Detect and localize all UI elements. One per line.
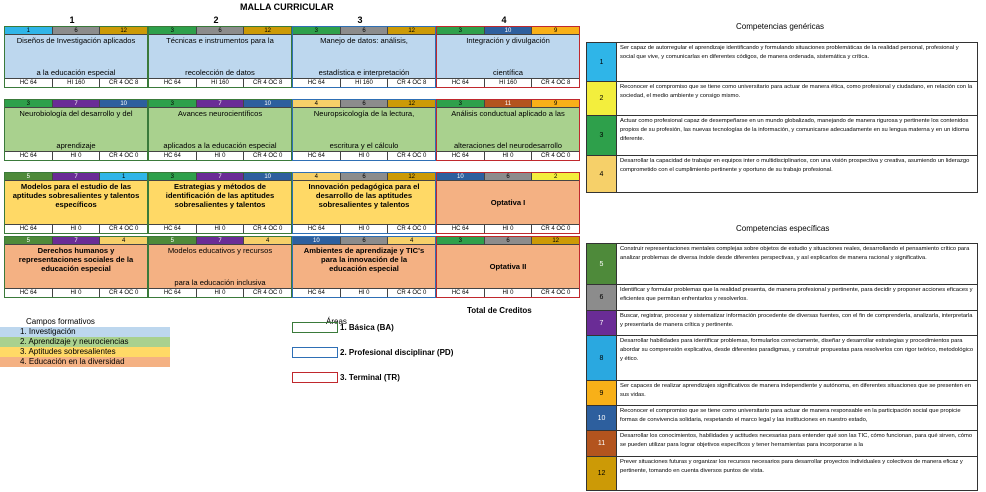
- course-hours: CR 4 OC 0: [397, 226, 427, 232]
- course-hours: CR 4 OC 0: [541, 153, 571, 159]
- competency-text: Buscar, registrar, procesar y sistematizar información procedente de diversas fuentes, con el fin de comprenderla, analizarla, interpretarla y presentarla de manera crítica y pertinente.: [620, 313, 973, 328]
- course-hours: HI 0: [341, 152, 389, 160]
- competency-chip: 10: [244, 100, 291, 108]
- course-name-line: Diseños de Investigación aplicados: [16, 36, 136, 45]
- legend-campo-item: 1. Investigación: [0, 327, 170, 337]
- course-card: [436, 26, 580, 88]
- course-hours: CR 4 OC 0: [397, 290, 427, 296]
- competency-text: Identificar y formular problemas que la realidad presenta, de manera profesional y pertinente, para decidir y proponer acciones eficaces y eficientes que permitan enfrentarlos y resolverlos.: [620, 287, 973, 302]
- course-card: [292, 26, 436, 88]
- course-name-line: Modelos para el estudio de las: [20, 182, 132, 191]
- course-name-line: sobresalientes y talentos: [318, 200, 410, 209]
- legend-campo-item: 2. Aprendizaje y neurociencias: [0, 337, 170, 347]
- course-card: [148, 172, 292, 234]
- competency-chip: 11: [485, 100, 533, 108]
- course-name-line: Estrategias y métodos de: [173, 182, 266, 191]
- competency-row: [586, 115, 978, 156]
- course-card: [148, 26, 292, 88]
- competency-row: [586, 430, 978, 457]
- course-name-line: desarrollo de las aptitudes: [315, 191, 413, 200]
- course-hours: CR 4 OC 8: [541, 80, 571, 86]
- course-hours: HC 64: [437, 225, 485, 233]
- course-card: [148, 236, 292, 298]
- course-hours: HC 64: [437, 289, 485, 297]
- competency-chip: 3: [149, 27, 197, 35]
- competency-chip: 7: [53, 237, 101, 245]
- course-hours: HC 64: [5, 225, 53, 233]
- course-name-line: aplicados a la educación especial: [163, 141, 277, 150]
- course-name-line: Neuropsicología de la lectura,: [313, 109, 415, 118]
- competency-row: [586, 81, 978, 116]
- course-hours: HC 64: [149, 152, 197, 160]
- column-number: 4: [501, 15, 507, 25]
- course-hours: HI 0: [485, 152, 533, 160]
- course-name-line: aptitudes sobresalientes y talentos: [12, 191, 140, 200]
- course-hours: HC 64: [437, 79, 485, 87]
- course-name-line: sobresalientes y talentos: [174, 200, 266, 209]
- course-hours: HI 0: [53, 152, 101, 160]
- course-hours: CR 4 OC 0: [109, 290, 139, 296]
- competency-number: 12: [587, 457, 617, 490]
- course-hours: HC 64: [149, 289, 197, 297]
- competency-chip: 1: [5, 27, 53, 35]
- course-hours: CR 4 OC 0: [541, 290, 571, 296]
- competency-number: 8: [587, 336, 617, 380]
- competency-chip: 2: [532, 173, 579, 181]
- competency-chip: 4: [388, 237, 435, 245]
- course-hours: CR 4 OC 0: [397, 153, 427, 159]
- course-hours: HC 64: [293, 79, 341, 87]
- course-hours: CR 4 OC 0: [109, 226, 139, 232]
- competency-text: Desarrollar habilidades para identificar problemas, formularlos correctamente, diseñar y desarrollar estrategias y procedimientos para abordar su comprensión explicativa, desde diferentes paradigmas, y construir propuestas para resolverlos con rigor teórico, metodológico y ético.: [620, 338, 974, 362]
- competency-chip: 7: [53, 100, 101, 108]
- competency-chip: 6: [197, 27, 245, 35]
- legend-area-label: 3. Terminal (TR): [340, 373, 400, 382]
- competency-chip: 3: [437, 27, 485, 35]
- course-name-line: educación especial: [329, 264, 399, 273]
- competency-chip: 4: [244, 237, 291, 245]
- course-hours: CR 4 OC 8: [253, 80, 283, 86]
- competency-chip: 5: [149, 237, 197, 245]
- course-name-line: Ambientes de aprendizaje y TIC's: [303, 246, 425, 255]
- competency-chip: 6: [53, 27, 101, 35]
- course-hours: CR 4 OC 0: [109, 153, 139, 159]
- course-card: [4, 236, 148, 298]
- competency-row: [586, 310, 978, 336]
- competency-chip: 6: [485, 237, 533, 245]
- legend-area-swatch: [292, 372, 338, 383]
- course-hours: HC 64: [437, 152, 485, 160]
- legend-areas-title: Áreas: [326, 317, 347, 326]
- course-card: [4, 99, 148, 161]
- course-hours: HC 64: [149, 79, 197, 87]
- course-hours: CR 4 OC 8: [109, 80, 139, 86]
- course-hours: HC 64: [5, 79, 53, 87]
- competency-chip: 3: [149, 100, 197, 108]
- competency-number: 6: [587, 285, 617, 310]
- competency-number: 11: [587, 431, 617, 456]
- competency-row: [586, 284, 978, 311]
- course-hours: CR 4 OC 0: [253, 226, 283, 232]
- course-hours: HI 160: [53, 79, 101, 87]
- course-name-line: Optativa I: [490, 198, 526, 207]
- course-card: [4, 172, 148, 234]
- course-card: [436, 99, 580, 161]
- course-name-line: Análisis conductual aplicado a las: [451, 109, 565, 118]
- competency-number: 9: [587, 381, 617, 405]
- course-hours: HI 0: [53, 289, 101, 297]
- competency-text: Desarrollar la capacidad de trabajar en equipos inter o multidisciplinarios, con una visión prospectiva y creativa, asumiendo un liderazgo comprometido con el cumplimiento pertinente y oportuno de su trabajo profesional.: [620, 158, 970, 173]
- competency-chip: 12: [244, 27, 291, 35]
- competency-chip: 10: [437, 173, 485, 181]
- course-hours: CR 4 OC 0: [541, 226, 571, 232]
- course-hours: HC 64: [293, 289, 341, 297]
- course-name-line: educación especial: [41, 264, 111, 273]
- competency-number: 4: [587, 156, 617, 192]
- column-number: 3: [357, 15, 363, 25]
- competency-text: Ser capaces de realizar aprendizajes significativos de manera independiente y autónoma, en diferentes situaciones que se presenten en sus vidas.: [620, 383, 971, 398]
- course-hours: HI 0: [197, 225, 245, 233]
- course-hours: HI 0: [485, 225, 533, 233]
- competency-text: Actuar como profesional capaz de desempeñarse en un mundo globalizado, manejando de manera rigurosa y pertinente los contenidos propios de su profesión, las nuevas tecnologías de la información, y comunicarse adecuadamente en su lengua materna y en un idioma diferente.: [620, 118, 969, 142]
- course-card: [292, 236, 436, 298]
- competency-chip: 4: [293, 100, 341, 108]
- competency-chip: 10: [485, 27, 533, 35]
- legend-area-swatch: [292, 322, 338, 333]
- competency-chip: 10: [100, 100, 147, 108]
- competency-number: 10: [587, 406, 617, 430]
- competency-row: [586, 243, 978, 285]
- course-name-line: Técnicas e instrumentos para la: [166, 36, 274, 45]
- course-name-line: alteraciones del neurodesarrollo: [453, 141, 563, 150]
- course-hours: HC 64: [5, 152, 53, 160]
- competency-chip: 6: [485, 173, 533, 181]
- competency-chip: 4: [293, 173, 341, 181]
- competency-row: [586, 380, 978, 406]
- competency-chip: 12: [388, 100, 435, 108]
- competency-row: [586, 405, 978, 431]
- course-card: [148, 99, 292, 161]
- competency-chip: 5: [5, 173, 53, 181]
- competency-number: 1: [587, 43, 617, 81]
- course-name-line: específicos: [55, 200, 97, 209]
- course-hours: CR 4 OC 0: [253, 153, 283, 159]
- competency-chip: 3: [149, 173, 197, 181]
- course-card: [292, 172, 436, 234]
- course-hours: CR 4 OC 8: [397, 80, 427, 86]
- course-name-line: recolección de datos: [185, 68, 255, 77]
- course-hours: HI 0: [485, 289, 533, 297]
- competency-chip: 7: [53, 173, 101, 181]
- competency-chip: 12: [388, 173, 435, 181]
- course-name-line: Integración y divulgación: [466, 36, 550, 45]
- especificas-title: Competencias específicas: [736, 224, 830, 233]
- competency-chip: 7: [197, 100, 245, 108]
- course-name-line: Manejo de datos: análisis,: [320, 36, 408, 45]
- competency-text: Construir representaciones mentales complejas sobre objetos de estudio y situaciones reales, desarrollando el pensamiento crítico para analizar problemas de diversa índole desde diferentes perspectivas, y así explicarlos de manera racional y significativa.: [620, 246, 970, 261]
- legend-area-swatch: [292, 347, 338, 358]
- column-number: 1: [69, 15, 75, 25]
- competency-chip: 3: [293, 27, 341, 35]
- competency-chip: 12: [532, 237, 579, 245]
- legend-campos-title: Campos formativos: [26, 317, 95, 326]
- competency-chip: 9: [532, 100, 579, 108]
- legend-campo-item: 3. Aptitudes sobresalientes: [0, 347, 170, 357]
- competency-text: Reconocer el compromiso que se tiene como universitario para actuar de manera responsable en la participación social que propicie formas de convivencia solidaria, respetando el marco legal y las instituciones en nuestro estado,: [620, 408, 961, 423]
- competency-chip: 6: [341, 27, 389, 35]
- course-hours: HI 160: [485, 79, 533, 87]
- course-card: [436, 172, 580, 234]
- course-hours: HI 0: [341, 225, 389, 233]
- course-card: [436, 236, 580, 298]
- course-hours: HC 64: [149, 225, 197, 233]
- course-hours: CR 4 OC 0: [253, 290, 283, 296]
- competency-text: Prever situaciones futuras y organizar los recursos necesarios para desarrollar proyectos individuales y colectivos de manera eficaz y pertinente, tomando en cuenta diversos puntos de vista.: [620, 459, 963, 474]
- competency-text: Desarrollar los conocimientos, habilidades y actitudes necesarias para entender qué son las TIC, cómo funcionan, para qué sirven, cómo se pueden utilizar para lograr objetivos específicos y tener herramientas para incorporarse a la: [620, 433, 973, 448]
- legend-area-label: 2. Profesional disciplinar (PD): [340, 348, 454, 357]
- competency-chip: 3: [437, 237, 485, 245]
- course-name-line: estadística e interpretación: [318, 68, 410, 77]
- course-hours: HI 0: [197, 152, 245, 160]
- course-hours: HI 160: [341, 79, 389, 87]
- competency-chip: 7: [197, 173, 245, 181]
- course-name-line: para la innovación de la: [320, 255, 408, 264]
- course-card: [292, 99, 436, 161]
- course-hours: HC 64: [293, 225, 341, 233]
- course-name-line: a la educación especial: [36, 68, 116, 77]
- competency-chip: 1: [100, 173, 147, 181]
- competency-number: 3: [587, 116, 617, 155]
- page-title: MALLA CURRICULAR: [240, 2, 334, 12]
- course-name-line: científica: [493, 68, 523, 77]
- genericas-title: Competencias genéricas: [736, 22, 825, 31]
- course-name-line: aprendizaje: [56, 141, 96, 150]
- competency-chip: 6: [341, 173, 389, 181]
- competency-row: [586, 335, 978, 381]
- competency-chip: 3: [437, 100, 485, 108]
- course-name-line: Innovación pedagógica para el: [308, 182, 420, 191]
- competency-chip: 12: [100, 27, 147, 35]
- competency-chip: 10: [244, 173, 291, 181]
- competency-chip: 12: [388, 27, 435, 35]
- course-name-line: Neurobiología del desarrollo y del: [19, 109, 133, 118]
- course-name-line: representaciones sociales de la: [18, 255, 134, 264]
- course-name-line: Avances neurocientíficos: [177, 109, 263, 118]
- competency-row: [586, 155, 978, 193]
- competency-text: Ser capaz de autorregular el aprendizaje identificando y formulando situaciones problemáticas de la realidad personal, profesional y social que vive, y comunicarlas en diferentes códigos, de manera ordenada, sistemática y crítica.: [620, 45, 959, 60]
- competency-chip: 9: [532, 27, 579, 35]
- course-hours: HI 160: [197, 79, 245, 87]
- course-hours: HC 64: [293, 152, 341, 160]
- competency-row: [586, 42, 978, 82]
- course-hours: HI 0: [341, 289, 389, 297]
- course-hours: HC 64: [5, 289, 53, 297]
- competency-chip: 7: [197, 237, 245, 245]
- legend-campo-item: 4. Educación en la diversidad: [0, 357, 170, 367]
- course-name-line: escritura y el cálculo: [329, 141, 399, 150]
- total-credits-label: Total de Creditos: [467, 306, 532, 315]
- competency-chip: 6: [341, 100, 389, 108]
- course-hours: HI 0: [197, 289, 245, 297]
- course-card: [4, 26, 148, 88]
- competency-chip: 10: [293, 237, 341, 245]
- course-name-line: Derechos humanos y: [37, 246, 115, 255]
- competency-chip: 3: [5, 100, 53, 108]
- competency-chip: 4: [100, 237, 147, 245]
- competency-text: Reconocer el compromiso que se tiene como universitario para actuar de manera ética, como profesional y ciudadano, en relación con la sociedad, el medio ambiente y consigo mismo.: [620, 84, 973, 99]
- course-name-line: Optativa II: [489, 262, 527, 271]
- competency-chip: 5: [5, 237, 53, 245]
- competency-number: 2: [587, 82, 617, 115]
- course-name-line: Modelos educativos y recursos: [167, 246, 273, 255]
- legend-area-label: 1. Básica (BA): [340, 323, 394, 332]
- column-number: 2: [213, 15, 219, 25]
- competency-chip: 6: [341, 237, 389, 245]
- competency-number: 5: [587, 244, 617, 284]
- course-name-line: identificación de las aptitudes: [165, 191, 275, 200]
- competency-row: [586, 456, 978, 491]
- course-name-line: para la educación inclusiva: [174, 278, 266, 287]
- competency-number: 7: [587, 311, 617, 335]
- course-hours: HI 0: [53, 225, 101, 233]
